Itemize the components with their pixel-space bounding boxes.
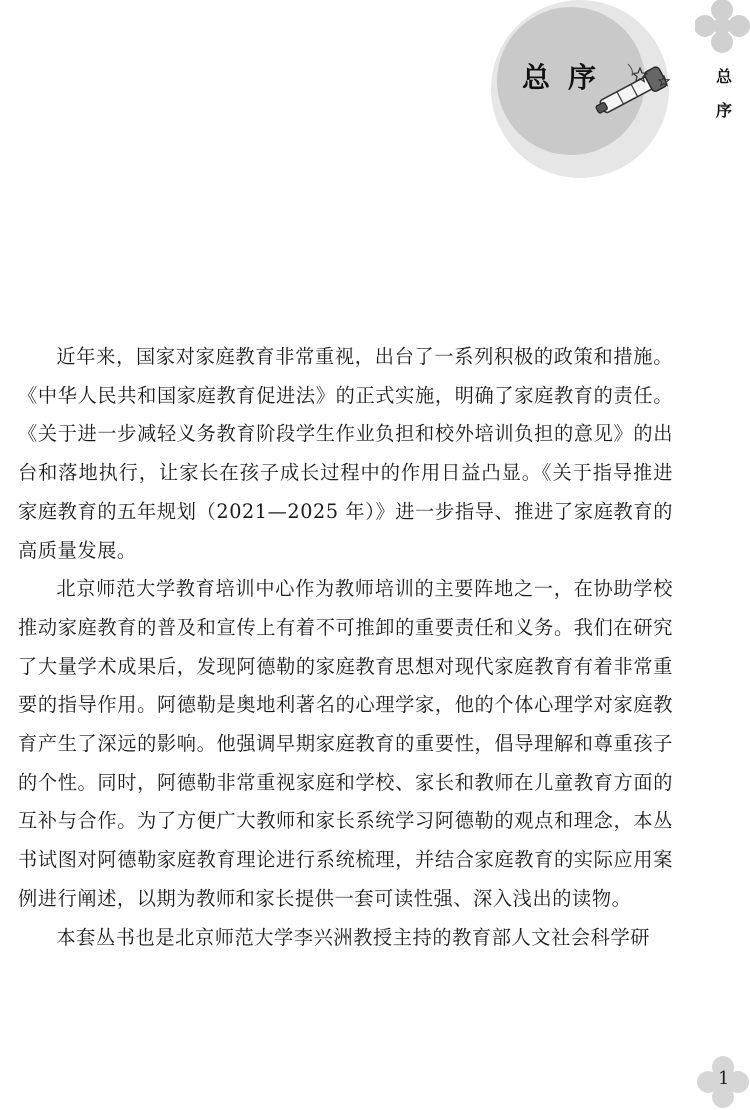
running-header-char: 序 (715, 101, 732, 120)
running-header-char: 总 (715, 67, 732, 86)
header-decoration (0, 0, 750, 160)
section-title: 总序 (522, 61, 615, 94)
body-text (18, 338, 673, 957)
telescope-icon (588, 58, 678, 118)
clover-decoration-icon (695, 0, 750, 55)
page-number: 1 (718, 1068, 730, 1089)
paragraph: 近年来，国家对家庭教育非常重视，出台了一系列积极的政策和措施。《中华人民共和国家庭教育促进法》的正式实施，明确了家庭教育的责任。《关于进一步减轻义务教育阶段学生作业负担和校外培训负担的意见》的出台和落地执行，让家长在孩子成长过程中的作用日益凸显。《关于指导推进家庭教育的五年规划（2021—2025 年）》进一步指导、推进了家庭教育的高质量发展。 (18, 345, 673, 562)
paragraph: 北京师范大学教育培训中心作为教师培训的主要阵地之一，在协助学校推动家庭教育的普及和宣传上有着不可推卸的重要责任和义务。我们在研究了大量学术成果后，发现阿德勒的家庭教育思想对现代家庭教育有着非常重要的指导作用。阿德勒是奥地利著名的心理学家，他的个体心理学对家庭教育产生了深远的影响。他强调早期家庭教育的重要性，倡导理解和尊重孩子的个性。同时，阿德勒非常重视家庭和学校、家长和教师在儿童教育方面的互补与合作。为了方便广大教师和家长系统学习阿德勒的观点和理念，本丛书试图对阿德勒家庭教育理论进行系统梳理，并结合家庭教育的实际应用案例进行阐述，以期为教师和家长提供一套可读性强、深入浅出的读物。 (18, 577, 673, 910)
paragraph: 本套丛书也是北京师范大学李兴洲教授主持的教育部人文社会科学研 (56, 925, 651, 949)
running-header-label (712, 60, 736, 128)
